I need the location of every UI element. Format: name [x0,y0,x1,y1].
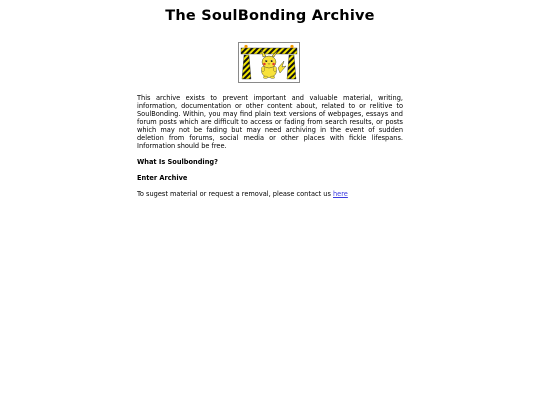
under-construction-banner [238,42,300,83]
contact-here-link[interactable]: here [333,190,348,198]
intro-paragraph: This archive exists to prevent important and valuable material, writing, information, documentation or other content about, related to or relitive to SoulBonding. Within, you may find plain text versions of webpages, essays and forum posts which are difficult to access or fading from search results, or posts which may not be fading but may need archiving in the event of sudden deletion from forums, social media or other places with fickle lifespans. Information should be free. [137,94,403,150]
barrier-bar-icon [241,48,297,54]
warning-lamp-icon [290,45,293,48]
barrier-post-right-icon [287,55,296,79]
main-content [137,94,403,198]
what-is-soulbonding-link[interactable]: What Is Soulbonding? [137,158,218,166]
contact-line [137,190,403,198]
page-title: The SoulBonding Archive [165,8,375,24]
pikachu-head-icon [262,56,276,68]
enter-archive-link[interactable]: Enter Archive [137,174,188,182]
under-construction-pikachu-icon [239,43,299,82]
warning-lamp-icon [244,45,247,48]
contact-text: To sugest material or request a removal, please contact us [137,190,333,198]
barrier-post-left-icon [242,55,251,79]
